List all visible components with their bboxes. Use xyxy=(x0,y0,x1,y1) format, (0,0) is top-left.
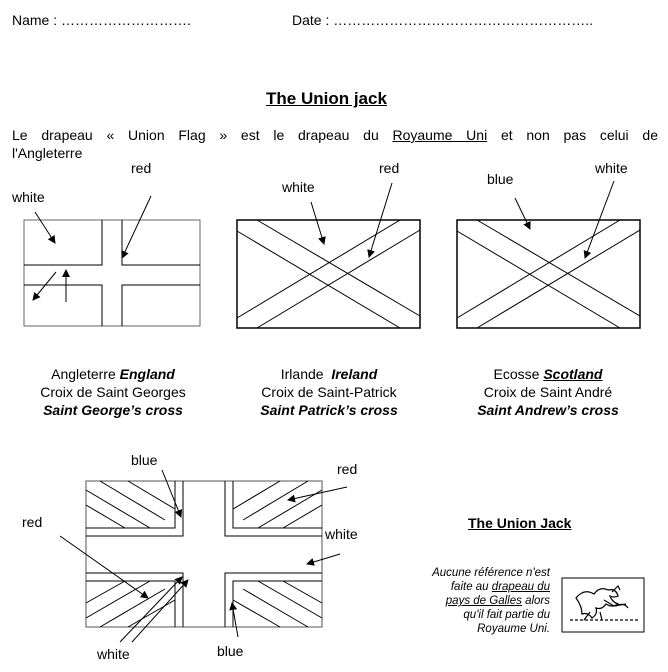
scotland-caption: Ecosse Scotland Croix de Saint André Saint Andrew’s cross xyxy=(477,366,619,418)
intro-text-2: et non pas celui de xyxy=(500,127,658,143)
scotland-label-blue: blue xyxy=(487,171,514,187)
intro-line-2: l'Angleterre xyxy=(12,145,83,161)
union-jack-flag xyxy=(86,481,322,627)
ireland-caption: Irlande Ireland Croix de Saint-Patrick Saint Patrick’s cross xyxy=(260,366,398,418)
england-label-red: red xyxy=(131,160,152,176)
uj-label-white-right: white xyxy=(325,526,358,542)
uj-label-blue-bottom: blue xyxy=(217,643,244,659)
england-label-white: white xyxy=(12,189,45,205)
scotland-label-white: white xyxy=(595,160,628,176)
royaume-uni-link: Royaume Uni xyxy=(392,127,488,143)
uj-label-blue-top: blue xyxy=(131,452,158,468)
uj-label-red-right: red xyxy=(337,461,358,477)
ireland-label-white: white xyxy=(282,179,315,195)
england-caption: Angleterre England Croix de Saint Georges Saint George’s cross xyxy=(40,366,186,418)
union-jack-title: The Union Jack xyxy=(468,515,572,531)
page-title: The Union jack xyxy=(266,89,387,108)
uj-label-white-bottom: white xyxy=(97,646,130,662)
welsh-flag xyxy=(562,578,644,632)
scotland-flag xyxy=(457,220,640,328)
ireland-flag xyxy=(237,220,420,328)
intro-text-1: Le drapeau « Union Flag » est le drapeau du xyxy=(12,127,379,143)
ireland-label-red: red xyxy=(379,160,400,176)
name-field: Name : ………………………. xyxy=(12,12,191,28)
wales-note: Aucune référence n'est faite au drapeau du pays de Galles alors qu'il fait partie du Royaume Uni. xyxy=(432,567,550,635)
date-field: Date : ……………………………………………….. xyxy=(292,12,594,28)
uj-label-red-left: red xyxy=(22,514,43,530)
